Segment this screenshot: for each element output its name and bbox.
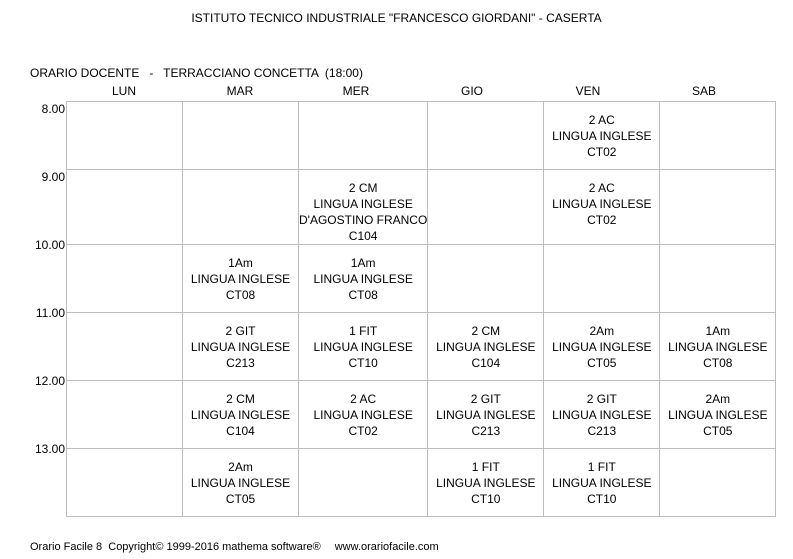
lesson-cell (183, 170, 299, 245)
lesson-cell (299, 170, 428, 245)
day-header-lun: LUN (111, 84, 136, 98)
lesson-line: 2 CM (471, 324, 501, 338)
hour-row (67, 381, 776, 449)
hour-label: 13.00 (34, 442, 65, 456)
lesson-cell (67, 313, 183, 381)
lesson-line: CT05 (225, 492, 256, 506)
lesson-line: CT10 (471, 492, 501, 506)
hour-label: 10.00 (34, 238, 65, 252)
footer-url[interactable]: www.orariofacile.com (334, 541, 439, 553)
lesson-cell (183, 449, 299, 517)
footer (30, 541, 439, 553)
lesson-line: LINGUA INGLESE (190, 272, 291, 286)
lesson-line: LINGUA INGLESE (552, 129, 652, 143)
lesson-cell (544, 313, 660, 381)
lesson-line: 1Am (705, 324, 731, 338)
lesson-line: 2 AC (350, 392, 377, 406)
lesson-cell (299, 449, 428, 517)
lesson-line: 2 CM (348, 181, 378, 195)
lesson-cell (428, 102, 544, 170)
hour-row (67, 449, 776, 517)
lesson-line: 1Am (350, 256, 376, 270)
lesson-line: CT05 (703, 424, 733, 438)
hour-row (67, 245, 776, 313)
lesson-cell (67, 102, 183, 170)
hour-row (67, 313, 776, 381)
lesson-line: LINGUA INGLESE (552, 476, 652, 490)
lesson-line: C104 (226, 424, 255, 438)
lesson-cell (67, 245, 183, 313)
lesson-line: 2Am (705, 392, 731, 406)
teacher-schedule-title: ORARIO DOCENTE - TERRACCIANO CONCETTA (18:00) (30, 66, 363, 80)
timetable-grid (66, 101, 776, 517)
hour-label: 8.00 (41, 102, 65, 116)
lesson-line: CT02 (587, 213, 617, 227)
lesson-line: 2 GIT (225, 324, 256, 338)
lesson-line: LINGUA INGLESE (436, 408, 536, 422)
lesson-cell (428, 170, 544, 245)
hour-label: 12.00 (34, 374, 65, 388)
lesson-line: LINGUA INGLESE (313, 272, 413, 286)
lesson-line: LINGUA INGLESE (313, 408, 413, 422)
lesson-line: 1Am (228, 256, 253, 270)
lesson-cell (67, 449, 183, 517)
lesson-line: LINGUA INGLESE (552, 340, 652, 354)
lesson-cell (299, 102, 428, 170)
lesson-line: 1 FIT (587, 460, 616, 474)
lesson-line: 2 GIT (470, 392, 501, 406)
lesson-cell (428, 313, 544, 381)
lesson-line: 2Am (228, 460, 253, 474)
lesson-line: 1 FIT (349, 324, 378, 338)
lesson-cell (544, 449, 660, 517)
day-header-ven: VEN (575, 84, 601, 98)
lesson-line: LINGUA INGLESE (436, 340, 536, 354)
lesson-cell (544, 381, 660, 449)
lesson-cell (299, 381, 428, 449)
lesson-line: LINGUA INGLESE (436, 476, 536, 490)
lesson-line: C104 (348, 229, 378, 243)
lesson-cell (660, 102, 776, 170)
lesson-line: D'AGOSTINO FRANCO (299, 213, 428, 227)
hour-row (67, 170, 776, 245)
lesson-line: CT08 (225, 288, 256, 302)
footer-copyright: Orario Facile 8 Copyright© 1999-2016 mathema software® (30, 541, 321, 553)
lesson-cell (660, 449, 776, 517)
day-header-mar: MAR (226, 84, 254, 98)
lesson-line: 2 AC (588, 113, 615, 127)
lesson-line: C104 (471, 356, 501, 370)
lesson-line: 2 AC (588, 181, 615, 195)
lesson-line: LINGUA INGLESE (668, 408, 768, 422)
lesson-cell (183, 102, 299, 170)
lesson-cell (660, 245, 776, 313)
lesson-line: 1 FIT (471, 460, 500, 474)
lesson-line: LINGUA INGLESE (313, 340, 413, 354)
lesson-line: CT10 (348, 356, 378, 370)
day-header-sab: SAB (691, 84, 716, 98)
lesson-line: C213 (587, 424, 617, 438)
lesson-line: CT02 (348, 424, 378, 438)
hour-row (67, 102, 776, 170)
lesson-cell (660, 381, 776, 449)
lesson-cell (428, 381, 544, 449)
lesson-line: LINGUA INGLESE (190, 476, 291, 490)
day-header-gio: GIO (460, 84, 483, 98)
lesson-line: LINGUA INGLESE (313, 197, 413, 211)
lesson-line: LINGUA INGLESE (552, 197, 652, 211)
lesson-line: CT02 (587, 145, 617, 159)
lesson-line: LINGUA INGLESE (552, 408, 652, 422)
school-title: ISTITUTO TECNICO INDUSTRIALE "FRANCESCO GIORDANI" - CASERTA (191, 11, 602, 25)
lesson-cell (299, 313, 428, 381)
lesson-line: 2 GIT (586, 392, 617, 406)
hour-label: 11.00 (35, 306, 65, 320)
lesson-line: CT08 (703, 356, 733, 370)
lesson-line: CT10 (587, 492, 617, 506)
lesson-cell (544, 102, 660, 170)
lesson-cell (544, 170, 660, 245)
lesson-cell (660, 313, 776, 381)
lesson-line: 2Am (589, 324, 615, 338)
hour-label: 9.00 (41, 170, 65, 184)
lesson-line: C213 (226, 356, 255, 370)
lesson-cell (183, 313, 299, 381)
lesson-cell (544, 245, 660, 313)
lesson-cell (299, 245, 428, 313)
lesson-line: LINGUA INGLESE (190, 340, 291, 354)
lesson-cell (183, 245, 299, 313)
lesson-line: 2 CM (226, 392, 255, 406)
lesson-cell (67, 381, 183, 449)
day-header-mer: MER (342, 84, 370, 98)
lesson-line: LINGUA INGLESE (668, 340, 768, 354)
lesson-line: C213 (471, 424, 501, 438)
lesson-cell (183, 381, 299, 449)
lesson-cell (428, 245, 544, 313)
lesson-line: CT08 (348, 288, 378, 302)
lesson-line: CT05 (587, 356, 617, 370)
lesson-line: LINGUA INGLESE (190, 408, 291, 422)
lesson-cell (67, 170, 183, 245)
lesson-cell (428, 449, 544, 517)
lesson-cell (660, 170, 776, 245)
